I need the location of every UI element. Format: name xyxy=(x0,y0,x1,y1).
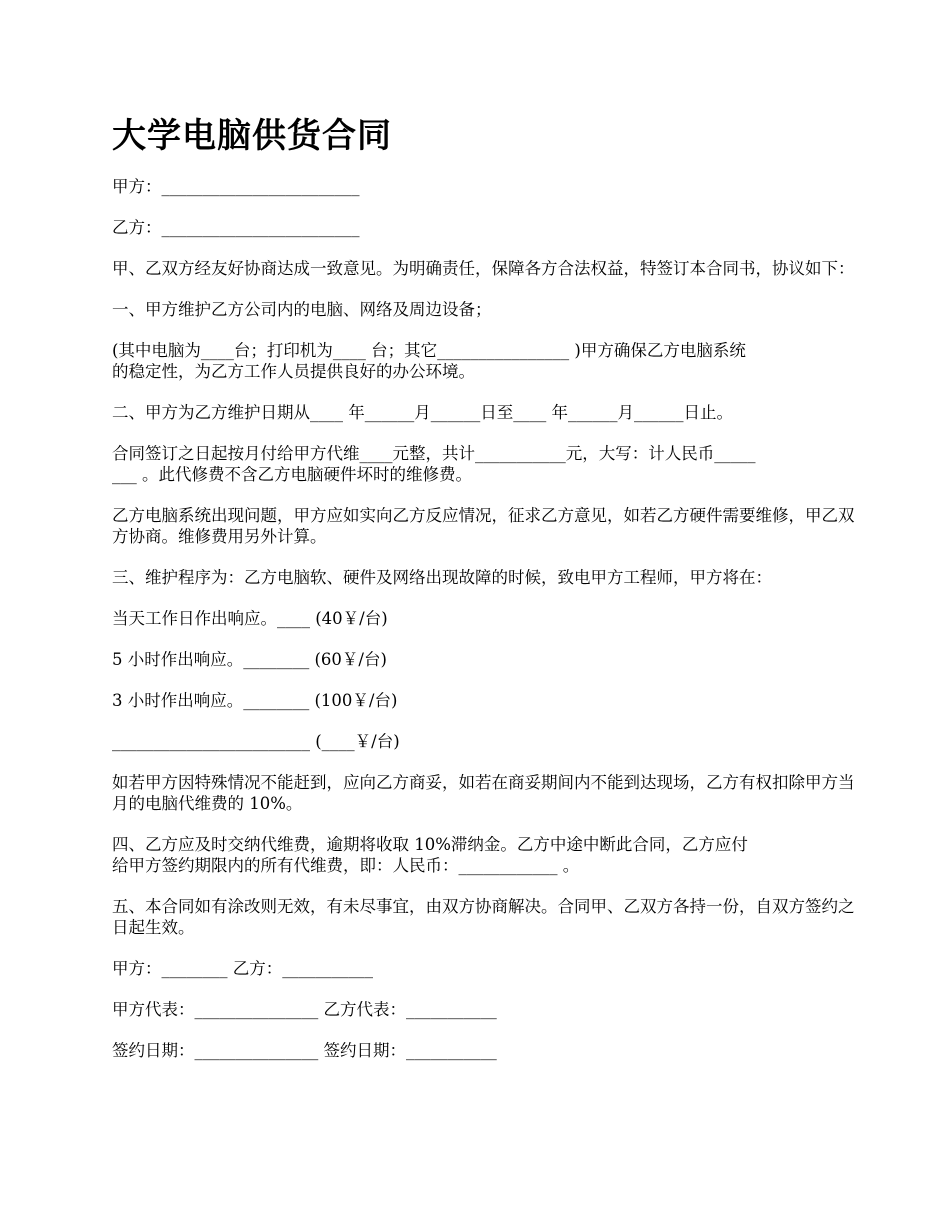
payment-paragraph: 合同签订之日起按月付给甲方代维____元整，共计___________元，大写：计人民币_____ ___ 。此代修费不含乙方电脑硬件坏时的维修费。 xyxy=(112,444,756,484)
response-same-day: 当天工作日作出响应。____ (40￥/台) xyxy=(112,609,388,628)
page-title: 大学电脑供货合同 xyxy=(112,116,392,156)
contract-document xyxy=(112,108,860,1081)
response-5-hours: 5 小时作出响应。________ (60￥/台) xyxy=(112,650,387,669)
late-arrival-paragraph: 如若甲方因特殊情况不能赶到，应向乙方商妥，如若在商妥期间内不能到达现场，乙方有权扣除甲方当月的电脑代维费的 10%。 xyxy=(112,773,855,813)
clause-three: 三、维护程序为：乙方电脑软、硬件及网络出现故障的时候，致电甲方工程师，甲方将在： xyxy=(112,568,772,587)
preamble-paragraph: 甲、乙双方经友好协商达成一致意见。为明确责任，保障各方合法权益，特签订本合同书，协议如下： xyxy=(112,259,855,278)
party-b-line: 乙方：________________________ xyxy=(112,218,360,237)
clause-five: 五、本合同如有涂改则无效，有未尽事宜，由双方协商解决。合同甲、乙双方各持一份，自双方签约之日起生效。 xyxy=(112,897,855,937)
response-custom: ________________________ (____￥/台) xyxy=(112,732,400,751)
clause-four: 四、乙方应及时交纳代维费，逾期将收取 10%滞纳金。乙方中途中断此合同，乙方应付 给甲方签约期限内的所有代维费，即：人民币：____________ 。 xyxy=(112,835,748,875)
clause-two: 二、甲方为乙方维护日期从____ 年______月______日至____ 年______月______日止。 xyxy=(112,403,733,422)
signature-parties: 甲方：________ 乙方：___________ xyxy=(112,959,373,978)
response-3-hours: 3 小时作出响应。________ (100￥/台) xyxy=(112,691,398,710)
clause-one: 一、甲方维护乙方公司内的电脑、网络及周边设备； xyxy=(112,300,492,319)
party-a-line: 甲方：________________________ xyxy=(112,177,360,196)
signature-representatives: 甲方代表：_______________ 乙方代表：___________ xyxy=(112,1000,497,1019)
repair-paragraph: 乙方电脑系统出现问题，甲方应如实向乙方反应情况，征求乙方意见，如若乙方硬件需要维修，甲乙双方协商。维修费用另外计算。 xyxy=(112,506,855,546)
signature-dates: 签约日期：_______________ 签约日期：___________ xyxy=(112,1041,497,1060)
equipment-paragraph: (其中电脑为____台；打印机为____ 台；其它________________ )甲方确保乙方电脑系统 的稳定性，为乙方工作人员提供良好的办公环境。 xyxy=(112,341,746,381)
